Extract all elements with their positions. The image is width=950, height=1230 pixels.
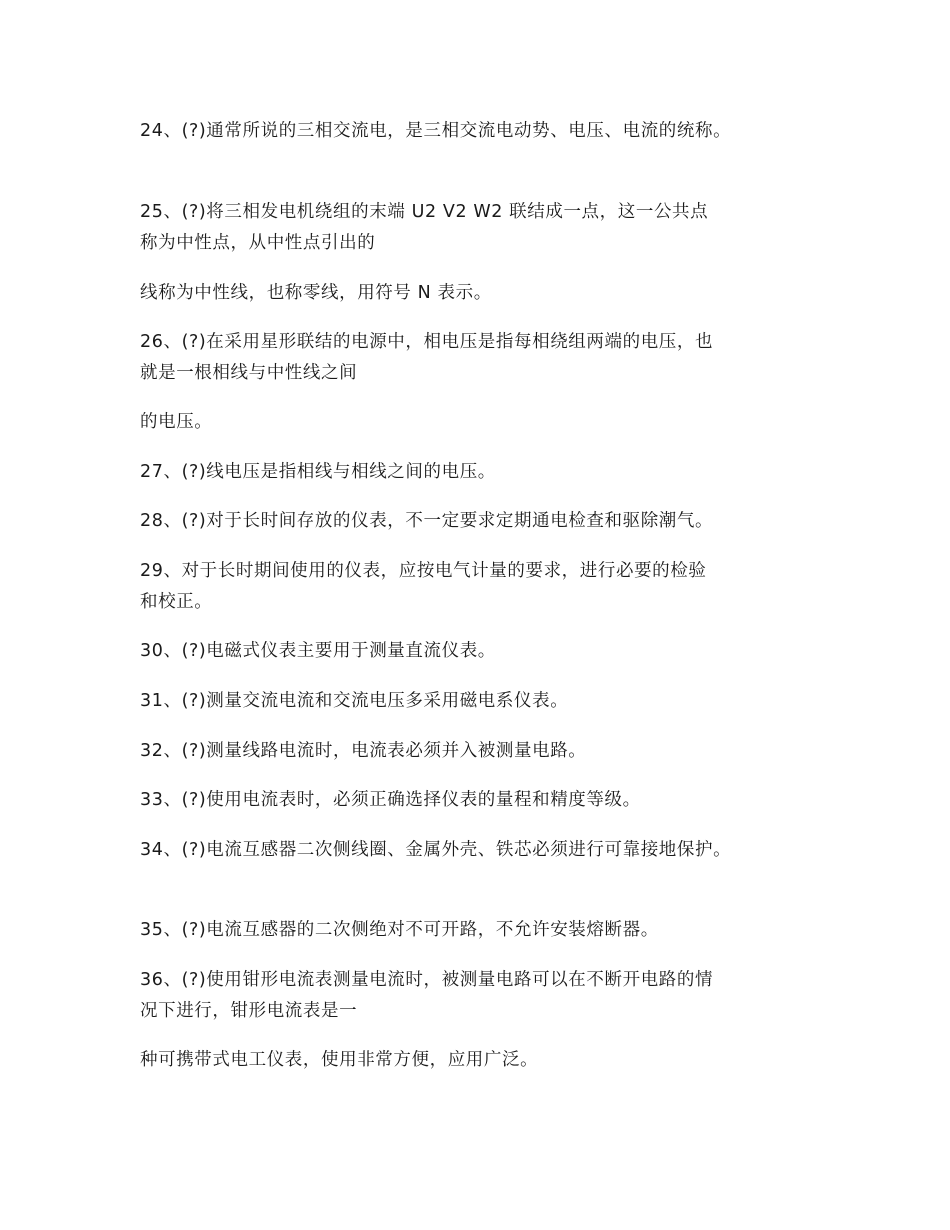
item-29-line-2: 和校正。 bbox=[140, 592, 213, 612]
item-36-line-1: 36、(?)使用钳形电流表测量电流时，被测量电路可以在不断开电路的情 bbox=[140, 970, 714, 990]
item-36-line-3: 种可携带式电工仪表，使用非常方便，应用广泛。 bbox=[140, 1050, 539, 1070]
item-26-line-2: 就是一根相线与中性线之间 bbox=[140, 363, 358, 383]
item-30-line-1: 30、(?)电磁式仪表主要用于测量直流仪表。 bbox=[140, 641, 496, 661]
item-24-line-1: 24、(?)通常所说的三相交流电，是三相交流电动势、电压、电流的统称。 bbox=[140, 121, 732, 141]
item-28-line-1: 28、(?)对于长时间存放的仪表，不一定要求定期通电检查和驱除潮气。 bbox=[140, 511, 714, 531]
item-26-line-1: 26、(?)在采用星形联结的电源中，相电压是指每相绕组两端的电压，也 bbox=[140, 332, 714, 352]
item-26-line-3: 的电压。 bbox=[140, 412, 213, 432]
item-34-line-1: 34、(?)电流互感器二次侧线圈、金属外壳、铁芯必须进行可靠接地保护。 bbox=[140, 840, 732, 860]
item-25-line-3: 线称为中性线，也称零线，用符号 N 表示。 bbox=[140, 283, 492, 303]
item-36-line-2: 况下进行，钳形电流表是一 bbox=[140, 1001, 358, 1021]
item-35-line-1: 35、(?)电流互感器的二次侧绝对不可开路，不允许安装熔断器。 bbox=[140, 920, 659, 940]
item-33-line-1: 33、(?)使用电流表时，必须正确选择仪表的量程和精度等级。 bbox=[140, 790, 641, 810]
item-25-line-2: 称为中性点，从中性点引出的 bbox=[140, 233, 376, 253]
item-25-line-1: 25、(?)将三相发电机绕组的末端 U2 V2 W2 联结成一点，这一公共点 bbox=[140, 202, 709, 222]
item-27-line-1: 27、(?)线电压是指相线与相线之间的电压。 bbox=[140, 462, 496, 482]
item-29-line-1: 29、对于长时期间使用的仪表，应按电气计量的要求，进行必要的检验 bbox=[140, 561, 707, 581]
item-32-line-1: 32、(?)测量线路电流时，电流表必须并入被测量电路。 bbox=[140, 741, 587, 761]
item-31-line-1: 31、(?)测量交流电流和交流电压多采用磁电系仪表。 bbox=[140, 691, 569, 711]
